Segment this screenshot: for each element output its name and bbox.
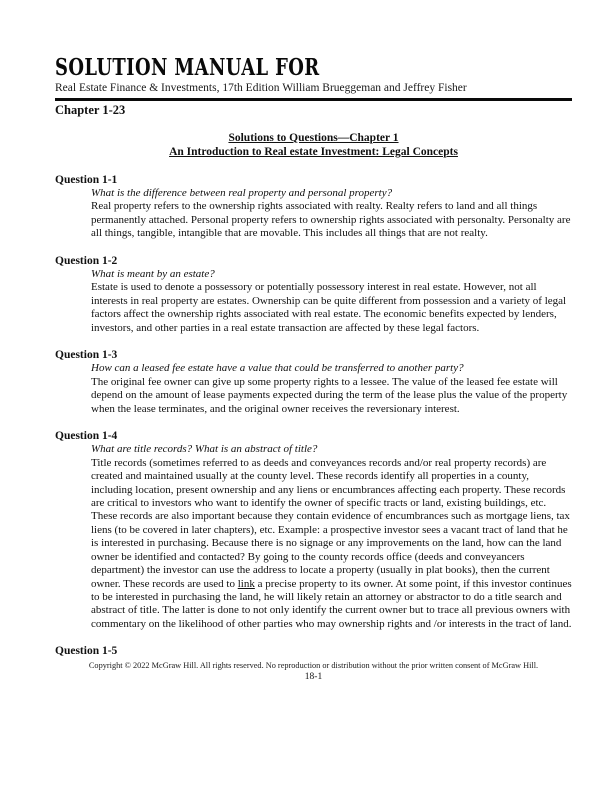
question-block xyxy=(55,645,572,658)
chapter-label: Chapter 1-23 xyxy=(55,102,126,117)
question-heading: Question 1-3 xyxy=(55,349,118,362)
question-text: What is meant by an estate? xyxy=(91,267,215,280)
answer-segment: Estate is used to denote a possessory or potentially possessory interest in real estate. However, not all interests in real property are estates. Ownership can be quite different from possession and a variety of legal factors affect the ownership rights associated with real estate. The economic benefits expected by lenders, investors, and other parties in a real estate transaction are affected by these legal factors. xyxy=(91,281,567,334)
answer-text xyxy=(91,457,572,631)
question-text: What are title records? What is an abstract of title? xyxy=(91,443,318,456)
page-number: 18-1 xyxy=(304,671,323,682)
answer-text xyxy=(91,200,572,240)
question-block xyxy=(55,174,572,241)
questions-list xyxy=(55,174,572,659)
question-text: How can a leased fee estate have a value that could be transferred to another party? xyxy=(91,362,464,375)
question-block xyxy=(55,349,572,416)
page-header xyxy=(55,56,572,118)
question-heading: Question 1-4 xyxy=(55,430,118,443)
answer-segment: Real property refers to the ownership rights associated with realty. Realty refers to land and all things permanently attached. Personal property refers to ownership rights associated with personalty. Personalty are all things, tangible, intangible that are movable. This includes all things that are not realty. xyxy=(91,200,571,240)
answer-segment: Title records (sometimes referred to as deeds and conveyances records and/or real property records) are created and maintained usually at the county level. These records identify all properties in a county, including location, present ownership and any liens or encumbrances affecting each property. These records are critical to investors who want to identify the owner of specific tracts or land, existing buildings, etc. These records are also important because they contain evidence of encumbrances such as mortgage liens, tax liens (to be covered in later chapters), etc. Example: a prospective investor sees a vacant tract of land that he is interested in purchasing. Because there is no signage or any improvements on the land, how can the land owner be identified and contacted? By going to the county records office (deeds and conveyancers department) the investor can use the address to locate a property (usually in plat books), then the current owner. These records are used to xyxy=(91,456,570,590)
answer-segment: a precise property to its owner. At some point, if this investor continues to be interested in purchasing the land, he will likely retain an attorney or abstractor to do a title search and abstract of title. The latter is done to not only identify the current owner but to trace all previous owners with commentary on the likelihood of other parties who may ownership rights and /or interests in the tract of land. xyxy=(91,577,572,630)
answer-text xyxy=(91,376,572,416)
question-heading: Question 1-2 xyxy=(55,254,118,267)
doc-title-line1: Solutions to Questions—Chapter 1 xyxy=(228,131,399,144)
brand-title: SOLUTION MANUAL FOR xyxy=(55,54,320,81)
book-subtitle: Real Estate Finance & Investments, 17th Edition William Brueggeman and Jeffrey Fisher xyxy=(55,82,467,94)
question-heading: Question 1-5 xyxy=(55,645,118,658)
header-rule xyxy=(55,98,572,101)
question-block xyxy=(55,255,572,335)
answer-segment: The original fee owner can give up some property rights to a lessee. The value of the leased fee estate will depend on the amount of lease payments expected during the term of the lease plus the value of the property when the lease terminates, and the original owner receives the reversionary interest. xyxy=(91,375,568,415)
answer-text xyxy=(91,281,572,335)
page-footer xyxy=(55,661,572,684)
question-text: What is the difference between real property and personal property? xyxy=(91,186,393,199)
question-block xyxy=(55,430,572,631)
doc-title-line2: An Introduction to Real estate Investment: Legal Concepts xyxy=(169,146,458,159)
question-heading: Question 1-1 xyxy=(55,173,118,186)
underlined-term: link xyxy=(237,577,255,590)
copyright-text: Copyright © 2022 McGraw Hill. All rights reserved. No reproduction or distribution without the prior written consent of McGraw Hill. xyxy=(88,660,539,670)
document-title xyxy=(55,131,572,160)
